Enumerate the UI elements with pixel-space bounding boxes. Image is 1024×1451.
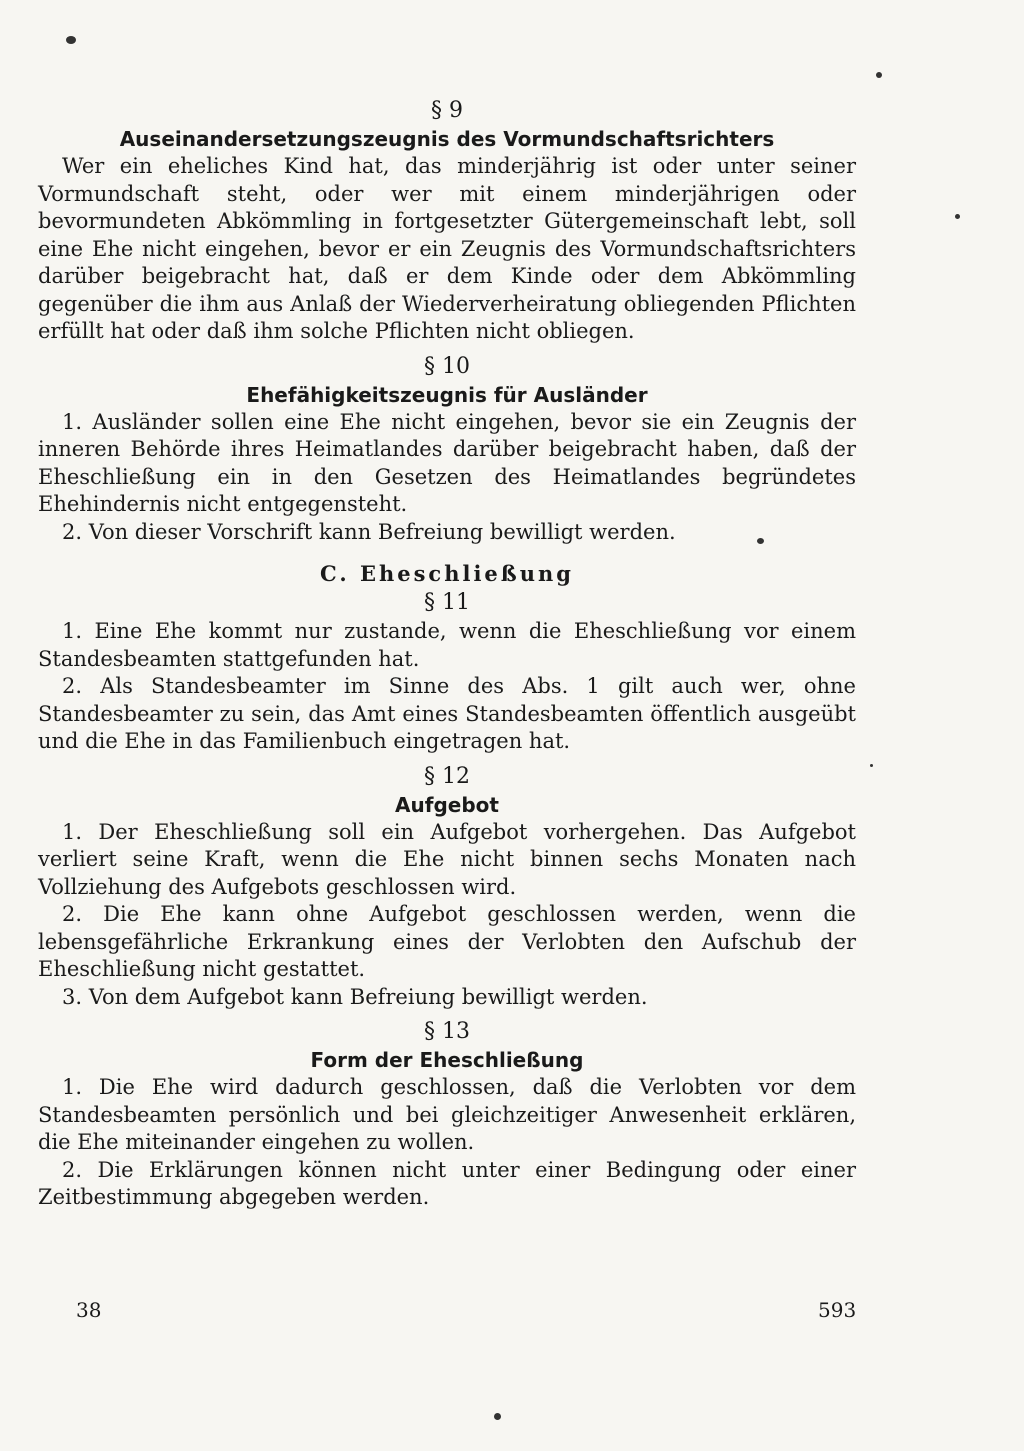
section-9 bbox=[38, 96, 856, 346]
section-title: Auseinandersetzungszeugnis des Vormundschaftsrichters bbox=[119, 127, 775, 151]
scan-speck bbox=[870, 764, 873, 767]
section-number: § 12 bbox=[424, 763, 470, 789]
paragraph: 1. Der Eheschließung soll ein Aufgebot vorhergehen. Das Aufgebot verliert seine Kraft, wenn die Ehe nicht binnen sechs Monaten nach Vollziehung des Aufgebots geschlossen wird. bbox=[38, 819, 856, 899]
scan-speck bbox=[876, 72, 882, 78]
scan-speck bbox=[955, 214, 960, 219]
paragraph: 3. Von dem Aufgebot kann Befreiung bewilligt werden. bbox=[62, 984, 648, 1009]
paragraph: 1. Ausländer sollen eine Ehe nicht eingehen, bevor sie ein Zeugnis der inneren Behörde ihres Heimatlandes darüber beigebracht haben, daß der Eheschließung ein in den Gesetzen des Heimatlandes begründetes Ehehindernis nicht entgegensteht. bbox=[38, 409, 856, 516]
section-number: § 10 bbox=[424, 353, 470, 379]
scan-speck bbox=[494, 1413, 501, 1420]
scan-speck bbox=[66, 36, 76, 44]
section-number: § 11 bbox=[424, 590, 470, 615]
paragraph: Wer ein eheliches Kind hat, das minderjährig ist oder unter seiner Vormundschaft steht, oder wer mit einem minderjährigen oder bevormundeten Abkömmling in fortgesetzter Gütergemeinschaft lebt, soll eine Ehe nicht eingehen, bevor er ein Zeugnis des Vormundschaftsrichters darüber beigebracht hat, daß er dem Kinde oder dem Abkömmling gegenüber die ihm aus Anlaß der Wiederverheiratung obliegenden Pflichten erfüllt hat oder daß ihm solche Pflichten nicht obliegen. bbox=[38, 154, 856, 343]
section-title: Aufgebot bbox=[395, 792, 499, 817]
paragraph: 1. Eine Ehe kommt nur zustande, wenn die Eheschließung vor einem Standesbeamten stattgefunden hat. bbox=[38, 619, 856, 671]
footer-left-number: 38 bbox=[76, 1298, 102, 1322]
paragraph: 1. Die Ehe wird dadurch geschlossen, daß die Verlobten vor dem Standesbeamten persönlich und bei gleichzeitiger Anwesenheit erklären, die Ehe miteinander eingehen zu wollen. bbox=[38, 1075, 856, 1154]
page-number: 593 bbox=[818, 1298, 857, 1322]
page-body bbox=[38, 96, 856, 1212]
paragraph: 2. Die Ehe kann ohne Aufgebot geschlossen werden, wenn die lebensgefährliche Erkrankung eines der Verlobten den Aufschub der Eheschließung nicht gestattet. bbox=[38, 902, 856, 981]
section-13 bbox=[38, 1017, 856, 1212]
scan-speck bbox=[757, 538, 764, 544]
paragraph: 2. Als Standesbeamter im Sinne des Abs. 1 gilt auch wer, ohne Standesbeamter zu sein, das Amt eines Standesbeamten öffentlich ausgeübt und die Ehe in das Familienbuch eingetragen hat. bbox=[38, 674, 856, 753]
section-title: Form der Eheschließung bbox=[310, 1048, 584, 1072]
section-number: § 13 bbox=[424, 1019, 470, 1044]
section-12 bbox=[38, 762, 856, 1012]
section-number: § 9 bbox=[431, 98, 463, 123]
section-11 bbox=[38, 588, 856, 756]
paragraph: 2. Von dieser Vorschrift kann Befreiung bewilligt werden. bbox=[62, 519, 676, 544]
part-title: C. Eheschließung bbox=[320, 561, 574, 586]
section-title: Ehefähigkeitszeugnis für Ausländer bbox=[246, 382, 648, 407]
section-10 bbox=[38, 352, 856, 547]
paragraph: 2. Die Erklärungen können nicht unter einer Bedingung oder einer Zeitbestimmung abgegeben werden. bbox=[38, 1157, 856, 1209]
